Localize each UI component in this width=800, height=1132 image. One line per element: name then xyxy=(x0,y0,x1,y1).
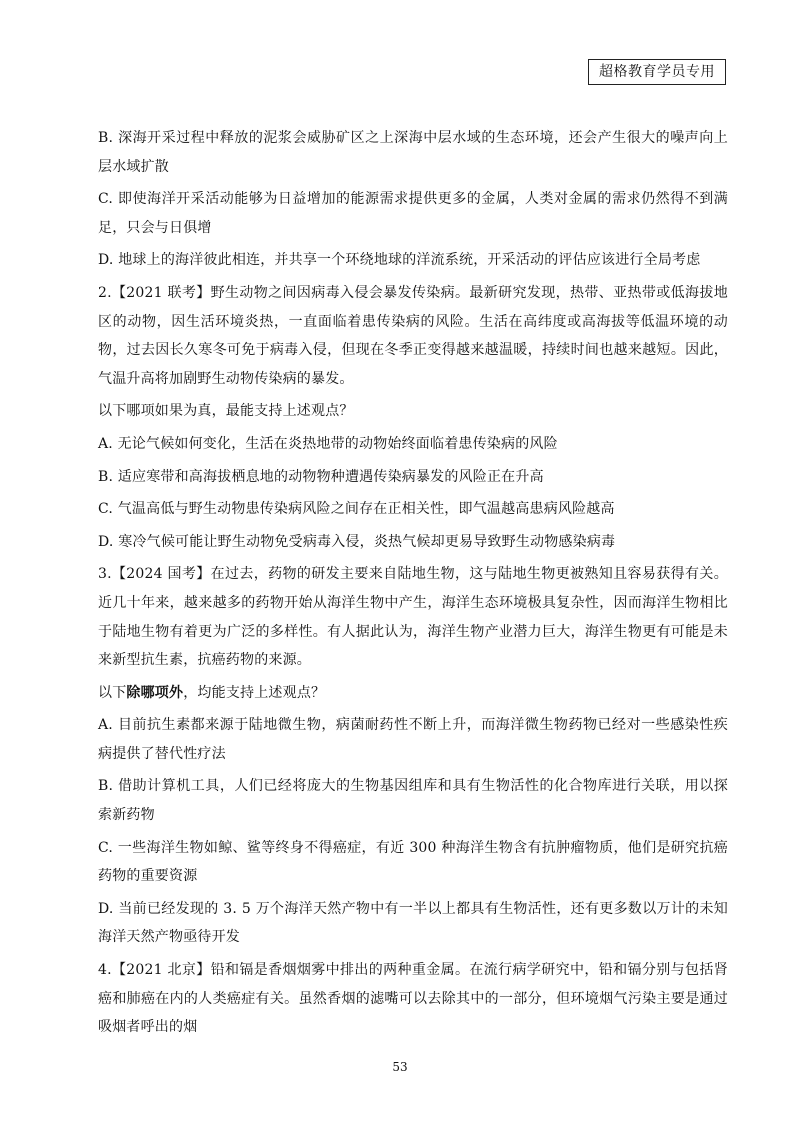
option-d-q1: D. 地球上的海洋彼此相连，并共享一个环绕地球的洋流系统，开采活动的评估应该进行全局考虑 xyxy=(98,252,701,269)
option-a-q2: A. 无论气候如何变化，生活在炎热地带的动物始终面临着患传染病的风险 xyxy=(98,435,558,452)
question-3-prompt xyxy=(98,679,728,708)
question-3: 3.【2024 国考】在过去，药物的研发主要来自陆地生物，这与陆地生物更被熟知且容易获得有关。近几十年来，越来越多的药物开始从海洋生物中产生，海洋生态环境极具复杂性，因而海洋生物相比于陆地生物有着更为广泛的多样性。有人据此认为，海洋生物产业潜力巨大，海洋生物更有可能是未来新型抗生素，抗癌药物的来源。 xyxy=(98,566,728,669)
header-label: 超格教育学员专用 xyxy=(588,59,726,85)
option-d-q3: D. 当前已经发现的 3. 5 万个海洋天然产物中有一半以上都具有生物活性，还有更多数以万计的未知海洋天然产物亟待开发 xyxy=(98,900,728,946)
question-3-prompt-after: ，均能支持上述观点？ xyxy=(183,684,326,701)
question-4: 4.【2021 北京】铅和镉是香烟烟雾中排出的两种重金属。在流行病学研究中，铅和镉分别与包括肾癌和肺癌在内的人类癌症有关。虽然香烟的滤嘴可以去除其中的一部分，但环境烟气污染主要是通过吸烟者呼出的烟 xyxy=(98,962,728,1036)
option-b-q3: B. 借助计算机工具，人们已经将庞大的生物基因组库和具有生物活性的化合物库进行关联，用以探索新药物 xyxy=(98,778,728,824)
page-content xyxy=(98,124,728,1046)
option-b-q2: B. 适应寒带和高海拔栖息地的动物物种遭遇传染病暴发的风险正在升高 xyxy=(98,468,544,485)
option-a-q3: A. 目前抗生素都来源于陆地微生物，病菌耐药性不断上升，而海洋微生物药物已经对一些感染性疾病提供了替代性疗法 xyxy=(98,717,728,762)
option-c-q2: C. 气温高低与野生动物患传染病风险之间存在正相关性，即气温越高患病风险越高 xyxy=(98,501,615,518)
page-number: 53 xyxy=(392,1060,408,1074)
option-c-q1: C. 即使海洋开采活动能够为日益增加的能源需求提供更多的金属，人类对金属的需求仍然得不到满足，只会与日俱增 xyxy=(98,191,728,236)
option-d-q2: D. 寒冷气候可能让野生动物免受病毒入侵，炎热气候却更易导致野生动物感染病毒 xyxy=(98,533,616,550)
question-2-prompt: 以下哪项如果为真，最能支持上述观点？ xyxy=(98,403,354,420)
question-2: 2.【2021 联考】野生动物之间因病毒入侵会暴发传染病。最新研究发现，热带、亚热带或低海拔地区的动物，因生活环境炎热，一直面临着患传染病的风险。生活在高纬度或高海拔等低温环境的动物，过去因长久寒冬可免于病毒入侵，但现在冬季正变得越来越温暖，持续时间也越来越短。因此，气温升高将加剧野生动物传染病的暴发。 xyxy=(98,284,728,387)
question-3-prompt-before: 以下 xyxy=(98,684,127,701)
question-3-prompt-emphasis: 除哪项外 xyxy=(126,684,184,701)
option-b-q1: B. 深海开采过程中释放的泥浆会威胁矿区之上深海中层水域的生态环境，还会产生很大的噪声向上层水域扩散 xyxy=(98,130,728,175)
option-c-q3: C. 一些海洋生物如鲸、鲨等终身不得癌症，有近 300 种海洋生物含有抗肿瘤物质，他们是研究抗癌药物的重要资源 xyxy=(98,839,728,885)
